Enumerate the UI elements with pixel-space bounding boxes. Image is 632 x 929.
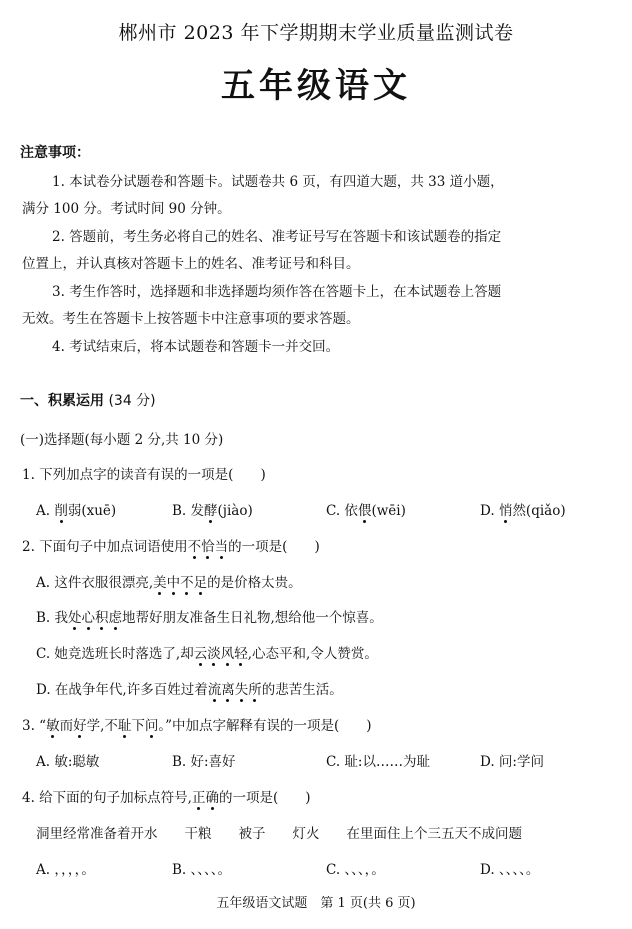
section-heading [20,390,156,410]
emphasis-word [192,790,219,806]
q1-option-d: D. 悄然(qiǎo) [480,499,566,519]
subsection-heading: (一)选择题(每小题 2 分,共 10 分) [20,432,224,448]
subject-title: 五年级语文 [221,66,411,106]
q1-option-c: C. 依偎(wēi) [326,499,406,519]
emphasis-char: 正 [192,786,206,806]
emphasis-char: 离 [221,678,235,698]
notice-line: 4. 考试结束后，将本试题卷和答题卡一并交回。 [52,339,340,355]
emphasis-char: 处 [68,606,82,626]
section-title: 一、积累运用 [20,393,104,409]
emphasis-char: 淡 [207,642,221,662]
emphasis-char: 酵 [204,499,218,519]
q1-option-b: B. 发酵(jiào) [172,499,253,519]
emphasis-word [188,539,229,555]
emphasis-char: 削 [54,499,68,519]
q3-option-d: D. 问:学问 [480,754,544,770]
emphasis-char: 所 [248,678,262,698]
q2-option-d: D. 在战争年代,许多百姓过着流离失所的悲苦生活。 [36,678,631,698]
emphasis-char: 问 [145,714,159,734]
q1-option-a: A. 削弱(xuē) [36,499,116,519]
emphasis-char: 流 [208,678,222,698]
emphasis-char: 积 [95,606,109,626]
notice-line: 1. 本试卷分试题卷和答题卡。试题卷共 6 页，有四道大题，共 33 道小题， [52,174,504,190]
exam-title: 郴州市 2023 年下学期期末学业质量监测试卷 [118,22,514,44]
emphasis-char: 恰 [201,535,215,555]
emphasis-word [153,575,207,591]
q3-option-b: B. 好:喜好 [172,754,236,770]
notice-line: 位置上，并认真核对答题卡上的姓名、准考证号和科目。 [22,256,360,272]
notice-line: 满分 100 分。考试时间 90 分钟。 [22,201,231,217]
q4-option-b: B. 、、、、。 [172,862,232,878]
emphasis-char: 心 [82,606,96,626]
section-score: (34 分) [108,393,156,409]
question-4-stem: 4. 给下面的句子加标点符号,正确的一项是( ) [22,786,617,806]
emphasis-char: 轻 [234,642,248,662]
emphasis-char: 失 [235,678,249,698]
page-footer: 五年级语文试题 第 1 页(共 6 页) [216,896,416,911]
notice-line: 3. 考生作答时，选择题和非选择题均须作答在答题卡上，在本试题卷上答题 [52,284,502,300]
emphasis-char: 悄 [499,499,513,519]
q2-option-a: A. 这件衣服很漂亮,美中不足的是价格太贵。 [36,571,631,591]
emphasis-char: 美 [153,571,167,591]
question-2-stem: 2. 下面句子中加点词语使用不恰当的一项是( ) [22,535,617,555]
emphasis-char: 耻 [118,714,132,734]
emphasis-char: 风 [221,642,235,662]
q4-option-d: D. 、、、、。 [480,862,540,878]
emphasis-char: 当 [215,535,229,555]
q4-option-c: C. 、、、，。 [326,862,385,878]
emphasis-char: 偎 [358,499,372,519]
emphasis-char: 不 [180,571,194,591]
emphasis-word [194,646,248,662]
emphasis-char: 确 [205,786,219,806]
q2-option-c: C. 她竞选班长时落选了,却云淡风轻,心态平和,令人赞赏。 [36,642,631,662]
q4-option-a: A. ，，，，。 [36,862,95,878]
emphasis-char: 不 [188,535,202,555]
notice-heading: 注意事项： [20,145,90,161]
emphasis-char: 中 [167,571,181,591]
question-3-stem: 3. “敏而好学,不耻下问。”中加点字解释有误的一项是( ) [22,714,617,734]
q3-option-c: C. 耻:以……为耻 [326,754,430,770]
q4-sentence: 洞里经常准备着开水 干粮 被子 灯火 在里面住上个三五天不成问题 [36,826,522,842]
emphasis-char: 足 [194,571,208,591]
emphasis-word [208,682,262,698]
q3-option-a: A. 敏:聪敏 [36,754,100,770]
emphasis-char: 敏 [46,714,60,734]
q2-option-b: B. 我处心积虑地帮好朋友准备生日礼物,想给他一个惊喜。 [36,606,631,626]
emphasis-char: 云 [194,642,208,662]
question-1-stem: 1. 下列加点字的读音有误的一项是( ) [22,467,266,483]
notice-line: 无效。考生在答题卡上按答题卡中注意事项的要求答题。 [22,311,360,327]
emphasis-char: 虑 [109,606,123,626]
emphasis-char: 好 [73,714,87,734]
emphasis-word [68,610,122,626]
notice-line: 2. 答题前，考生务必将自己的姓名、准考证号写在答题卡和该试题卷的指定 [52,229,502,245]
